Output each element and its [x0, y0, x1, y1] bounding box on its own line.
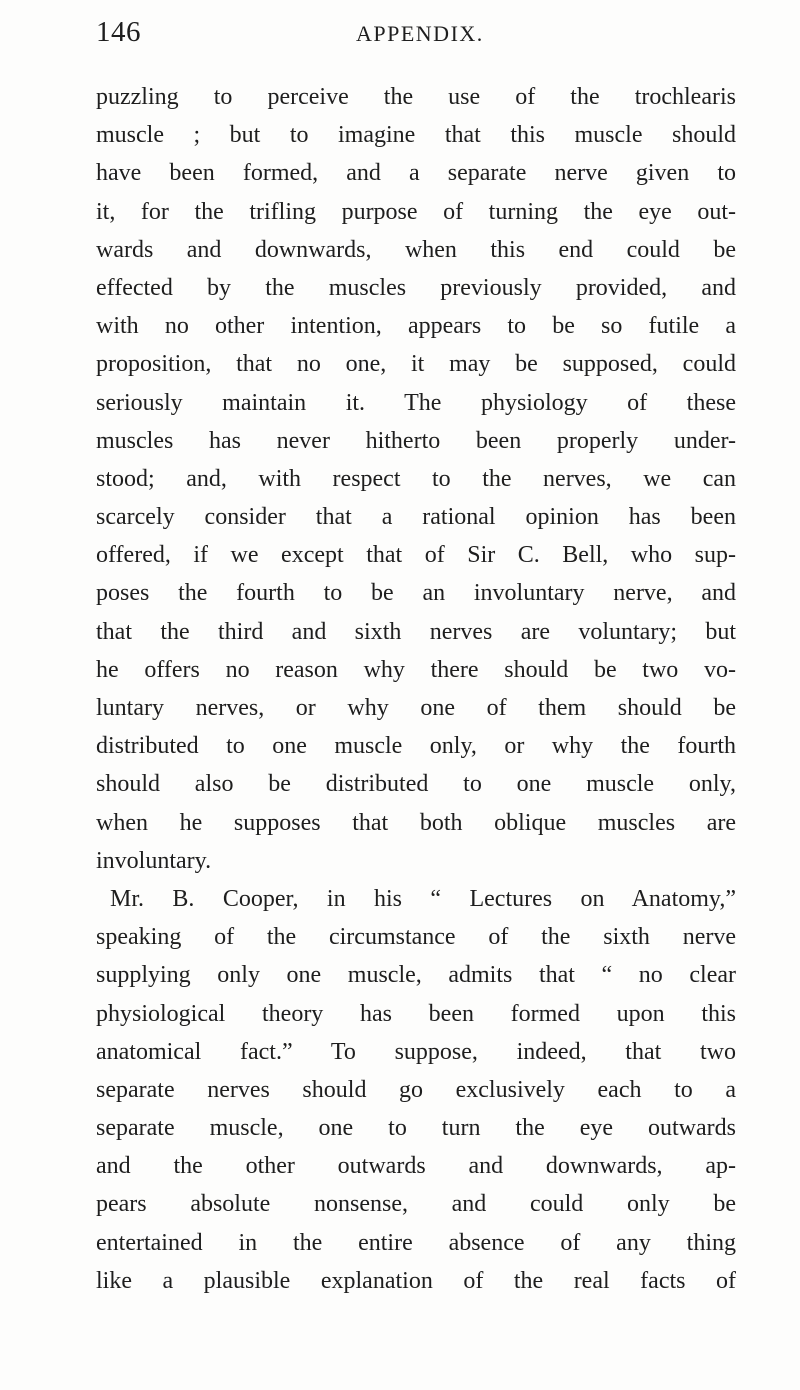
text-line: should also be distributed to one muscle only,: [96, 771, 736, 798]
text-line: stood; and, with respect to the nerves, we can: [96, 465, 736, 492]
text-line: physiological theory has been formed upon this: [96, 1000, 736, 1027]
text-line: anatomical fact.” To suppose, indeed, that two: [96, 1038, 736, 1065]
text-line: pears absolute nonsense, and could only be: [96, 1191, 736, 1218]
text-line: involuntary.: [96, 847, 212, 874]
text-line: muscles has never hitherto been properly under-: [96, 427, 736, 454]
text-line: muscle ; but to imagine that this muscle should: [96, 122, 736, 149]
text-line: that the third and sixth nerves are voluntary; but: [96, 618, 736, 645]
text-line: Mr. B. Cooper, in his “ Lectures on Anatomy,”: [110, 885, 736, 912]
text-line: effected by the muscles previously provided, and: [96, 274, 736, 301]
text-line: scarcely consider that a rational opinion has been: [96, 504, 736, 531]
text-line: it, for the trifling purpose of turning the eye out-: [96, 198, 736, 225]
text-line: have been formed, and a separate nerve given to: [96, 160, 736, 187]
text-line: supplying only one muscle, admits that “ no clear: [96, 962, 736, 989]
text-line: and the other outwards and downwards, ap-: [96, 1153, 736, 1180]
text-line: separate nerves should go exclusively each to a: [96, 1076, 736, 1103]
text-line: offered, if we except that of Sir C. Bell, who sup-: [96, 542, 736, 569]
text-line: separate muscle, one to turn the eye outwards: [96, 1115, 736, 1142]
text-line: puzzling to perceive the use of the trochlearis: [96, 84, 736, 110]
text-line: poses the fourth to be an involuntary nerve, and: [96, 580, 736, 607]
running-head: [96, 6, 736, 66]
text-line: proposition, that no one, it may be supposed, could: [96, 351, 736, 378]
text-line: speaking of the circumstance of the sixth nerve: [96, 924, 736, 951]
text-line: distributed to one muscle only, or why the fourth: [96, 733, 736, 760]
text-line: he offers no reason why there should be two vo-: [96, 656, 736, 683]
text-line: wards and downwards, when this end could be: [96, 236, 736, 263]
text-line: like a plausible explanation of the real facts of: [96, 1267, 736, 1294]
body-text: [96, 78, 736, 1300]
running-head-title: APPENDIX.: [356, 21, 484, 46]
text-line: with no other intention, appears to be so futile a: [96, 313, 736, 340]
text-line: seriously maintain it. The physiology of these: [96, 389, 736, 416]
text-line: when he supposes that both oblique muscles are: [96, 809, 736, 836]
text-line: luntary nerves, or why one of them should be: [96, 695, 736, 721]
text-line: entertained in the entire absence of any thing: [96, 1229, 736, 1256]
page-number: 146: [96, 16, 141, 48]
